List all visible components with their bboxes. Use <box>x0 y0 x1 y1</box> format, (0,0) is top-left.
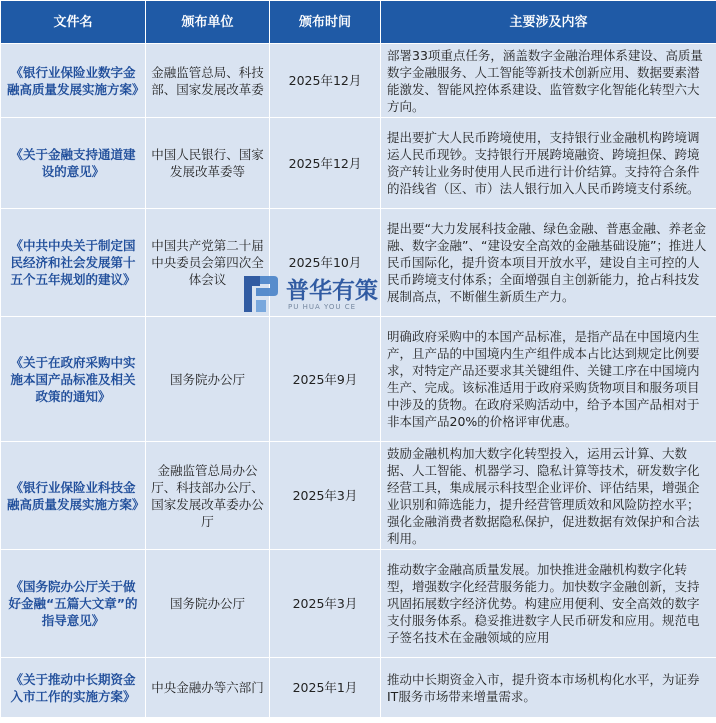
table-row <box>1 209 716 317</box>
header-content: 主要涉及内容 <box>381 1 716 44</box>
doc-name: 《国务院办公厅关于做好金融“五篇大文章”的指导意见》 <box>1 550 146 658</box>
doc-date: 2025年12月 <box>270 118 381 209</box>
doc-date: 2025年10月 <box>270 209 381 317</box>
watermark-text: 普华有策 <box>286 278 378 304</box>
header-date: 颁布时间 <box>270 1 381 44</box>
doc-date: 2025年3月 <box>270 442 381 550</box>
table-row <box>1 317 716 442</box>
table-row <box>1 442 716 550</box>
doc-unit: 国务院办公厅 <box>146 317 270 442</box>
doc-date: 2025年1月 <box>270 658 381 718</box>
header-name: 文件名 <box>1 1 146 44</box>
doc-content: 提出要扩大人民币跨境使用，支持银行业金融机构跨境调运人民币现钞。支持银行开展跨境融资、跨境担保、跨境资产转让业务时使用人民币进行计价结算。支持符合条件的沿线省（区、市）法人银行加入人民币跨境支付系统。 <box>381 118 716 209</box>
table-row <box>1 550 716 658</box>
doc-date: 2025年3月 <box>270 550 381 658</box>
watermark-subtext: PU HUA YOU CE <box>288 303 357 311</box>
header-row <box>1 1 716 44</box>
table-row <box>1 118 716 209</box>
doc-content: 明确政府采购中的本国产品标准，是指产品在中国境内生产，且产品的中国境内生产组件成本占比达到规定比例要求，对特定产品还要求其关键组件、关键工序在中国境内生产、完成。该标准适用于政府采购货物项目和服务项目中涉及的货物。在政府采购活动中，给予本国产品相对于非本国产品20%的价格评审优惠。 <box>381 317 716 442</box>
doc-unit: 金融监管总局、科技部、国家发展改革委 <box>146 44 270 118</box>
doc-content: 推动中长期资金入市，提升资本市场机构化水平，为证券IT服务市场带来增量需求。 <box>381 658 716 718</box>
table-row <box>1 44 716 118</box>
doc-content: 提出要“大力发展科技金融、绿色金融、普惠金融、养老金融、数字金融”、“建设安全高效的金融基础设施”；推进人民币国际化，提升资本项目开放水平，建设自主可控的人民币跨境支付体系；全面增强自主创新能力，抢占科技发展制高点，不断催生新质生产力。 <box>381 209 716 317</box>
doc-date: 2025年12月 <box>270 44 381 118</box>
doc-unit: 金融监管总局办公厅、科技部办公厅、国家发展改革委办公厅 <box>146 442 270 550</box>
doc-unit: 国务院办公厅 <box>146 550 270 658</box>
doc-name: 《关于金融支持通道建设的意见》 <box>1 118 146 209</box>
doc-name: 《银行业保险业科技金融高质量发展实施方案》 <box>1 442 146 550</box>
doc-name: 《中共中央关于制定国民经济和社会发展第十五个五年规划的建议》 <box>1 209 146 317</box>
header-unit: 颁布单位 <box>146 1 270 44</box>
table-row <box>1 658 716 718</box>
doc-unit: 中国人民银行、国家发展改革委等 <box>146 118 270 209</box>
doc-unit: 中央金融办等六部门 <box>146 658 270 718</box>
doc-content: 鼓励金融机构加大数字化转型投入，运用云计算、大数据、人工智能、机器学习、隐私计算等技术，研发数字化经营工具，集成展示科技型企业评价、评估结果，增强企业识别和筛选能力，提升经营管理质效和风险防控水平；强化金融消费者数据隐私保护，促进数据有效保护和合法利用。 <box>381 442 716 550</box>
doc-date: 2025年9月 <box>270 317 381 442</box>
doc-name: 《关于推动中长期资金入市工作的实施方案》 <box>1 658 146 718</box>
doc-content: 推动数字金融高质量发展。加快推进金融机构数字化转型，增强数字化经营服务能力。加快数字金融创新，支持巩固拓展数字经济优势。构建应用便利、安全高效的数字支付服务体系。稳妥推进数字人民币研发和应用。规范电子签名技术在金融领域的应用 <box>381 550 716 658</box>
doc-content: 部署33项重点任务，涵盖数字金融治理体系建设、高质量数字金融服务、人工智能等新技术创新应用、数据要素潜能激发、智能风控体系建设、监管数字化智能化转型六大方向。 <box>381 44 716 118</box>
doc-name: 《关于在政府采购中实施本国产品标准及相关政策的通知》 <box>1 317 146 442</box>
doc-name: 《银行业保险业数字金融高质量发展实施方案》 <box>1 44 146 118</box>
doc-unit: 中国共产党第二十届中央委员会第四次全体会议 <box>146 209 270 317</box>
